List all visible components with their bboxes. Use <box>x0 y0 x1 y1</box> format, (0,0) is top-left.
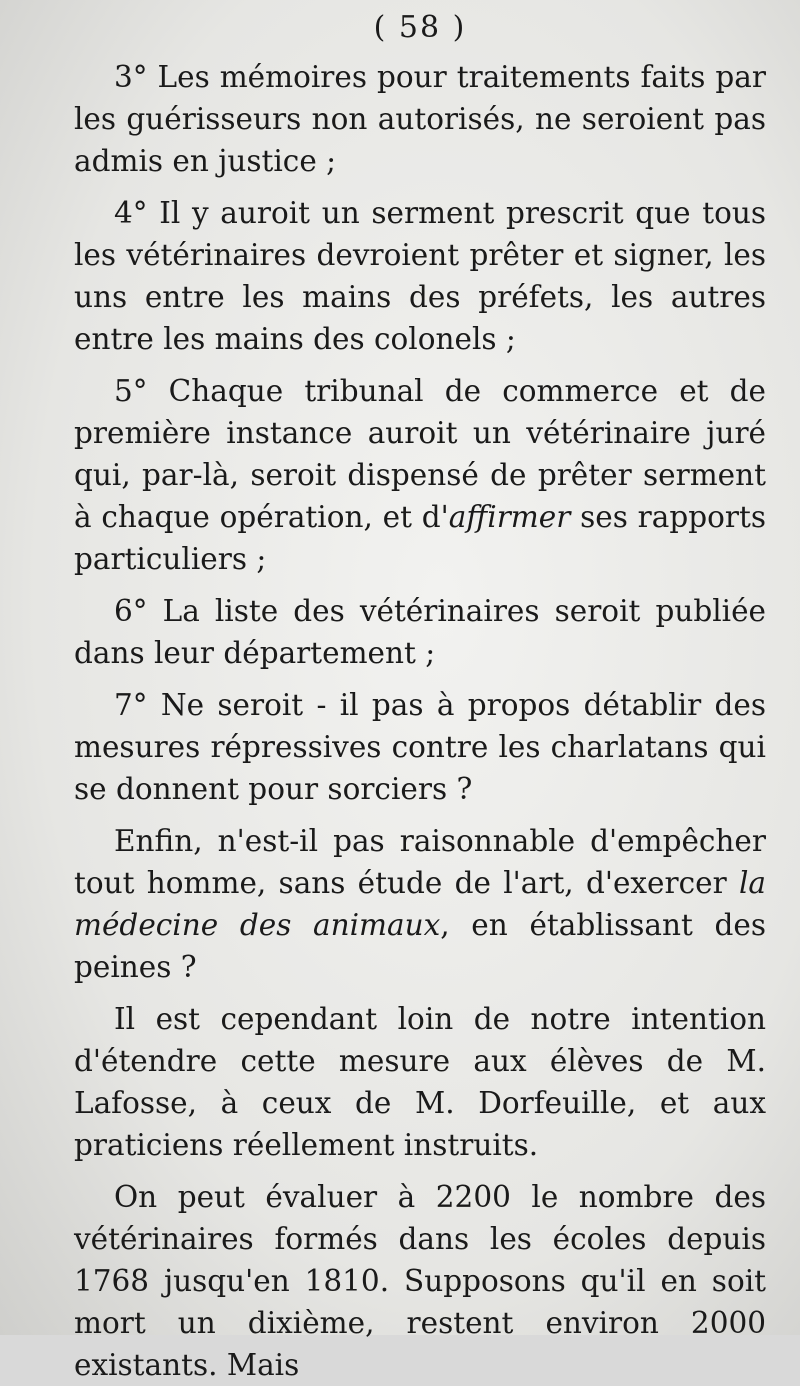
paragraph-3: 3° Les mémoires pour traitements faits par les guérisseurs non autorisés, ne seroient pas admis en justice ; <box>74 60 766 178</box>
paragraph-5: 5° Chaque tribunal de commerce et de première instance auroit un vétérinaire juré qui, par-là, seroit dispensé de prêter serment à chaque opération, et d'affirmer ses rapports particuliers ; <box>74 374 766 576</box>
paragraph-6: 6° La liste des vétérinaires seroit publiée dans leur département ; <box>74 594 766 670</box>
page-number: ( 58 ) <box>373 10 467 45</box>
paragraph-enfin: Enfin, n'est-il pas raisonnable d'empêcher tout homme, sans étude de l'art, d'exercer la médecine des animaux, en établissant des peines ? <box>74 824 766 984</box>
paragraph-cependant: Il est cependant loin de notre intention d'étendre cette mesure aux élèves de M. Lafosse, à ceux de M. Dorfeuille, et aux praticiens réellement instruits. <box>74 1002 766 1162</box>
italic-medecine: la médecine des animaux <box>74 866 766 942</box>
paragraph-evaluer: On peut évaluer à 2200 le nombre des vétérinaires formés dans les écoles depuis 1768 jusqu'en 1810. Supposons qu'il en soit mort un dixième, restent environ 2000 existants. Mais <box>74 1180 766 1382</box>
paragraph-4: 4° Il y auroit un serment prescrit que tous les vétérinaires devroient prêter et signer, les uns entre les mains des préfets, les autres entre les mains des colonels ; <box>74 196 766 356</box>
italic-affirmer: affirmer <box>448 500 571 534</box>
paragraph-7: 7° Ne seroit - il pas à propos détablir des mesures répressives contre les charlatans qui se donnent pour sorciers ? <box>74 688 766 806</box>
